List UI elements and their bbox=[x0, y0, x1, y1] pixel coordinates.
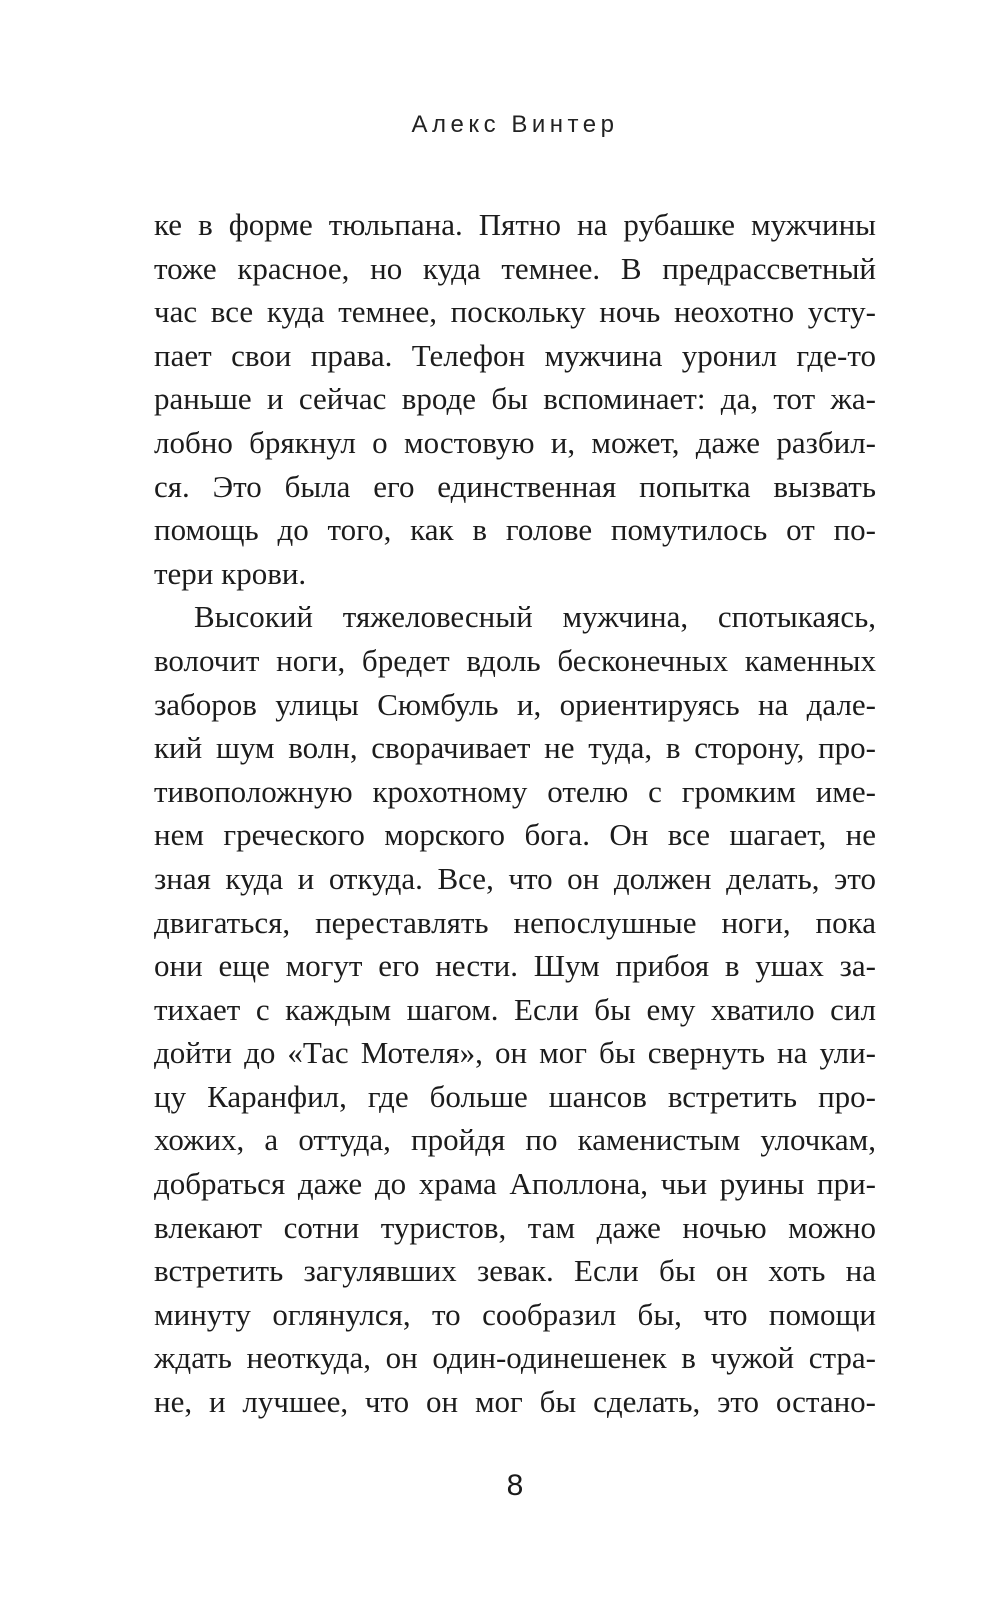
page-number: 8 bbox=[506, 1469, 524, 1502]
text-line: тихает с каждым шагом. Если бы ему хватило сил bbox=[154, 991, 876, 1027]
text-line: ке в форме тюльпана. Пятно на рубашке мужчины bbox=[154, 207, 876, 242]
running-header-author: Алекс Винтер bbox=[411, 111, 619, 138]
text-line: помощь до того, как в голове помутилось от по- bbox=[154, 512, 876, 548]
text-line: дойти до «Тас Мотеля», он мог бы свернуть на ули- bbox=[154, 1035, 876, 1071]
text-line: минуту оглянулся, то сообразил бы, что помощи bbox=[154, 1296, 876, 1332]
text-line: тивоположную крохотному отелю с громким име- bbox=[154, 773, 876, 809]
text-line: добраться даже до храма Аполлона, чьи руины при- bbox=[154, 1166, 876, 1202]
text-line: не, и лучшее, что он мог бы сделать, это остано- bbox=[154, 1384, 876, 1420]
text-line: хожих, а оттуда, пройдя по каменистым улочкам, bbox=[154, 1122, 876, 1158]
text-line: зная куда и откуда. Все, что он должен делать, это bbox=[154, 860, 876, 896]
text-line: час все куда темнее, поскольку ночь неохотно усту- bbox=[154, 294, 876, 330]
text-line: цу Каранфил, где больше шансов встретить про- bbox=[154, 1078, 876, 1114]
text-line: раньше и сейчас вроде бы вспоминает: да, тот жа- bbox=[154, 381, 876, 417]
text-line: Высокий тяжеловесный мужчина, спотыкаясь, bbox=[194, 599, 876, 635]
text-line: заборов улицы Сюмбуль и, ориентируясь на дале- bbox=[154, 686, 876, 722]
text-line: влекают сотни туристов, там даже ночью можно bbox=[154, 1209, 876, 1245]
text-line: нем греческого морского бога. Он все шагает, не bbox=[154, 817, 876, 853]
body-text bbox=[154, 203, 876, 1424]
text-line: лобно брякнул о мостовую и, может, даже разбил- bbox=[154, 424, 876, 460]
text-line: волочит ноги, бредет вдоль бесконечных каменных bbox=[154, 642, 876, 678]
text-line: двигаться, переставлять непослушные ноги, пока bbox=[154, 904, 876, 940]
text-line: встретить загулявших зевак. Если бы он хоть на bbox=[154, 1253, 876, 1289]
text-line: тери крови. bbox=[154, 555, 307, 591]
text-line: ся. Это была его единственная попытка вызвать bbox=[154, 468, 876, 504]
text-line: пает свои права. Телефон мужчина уронил где-то bbox=[154, 337, 876, 373]
text-line: ждать неоткуда, он один-одинешенек в чужой стра- bbox=[154, 1340, 876, 1376]
text-line: тоже красное, но куда темнее. В предрассветный bbox=[154, 250, 876, 286]
text-line: кий шум волн, сворачивает не туда, в сторону, про- bbox=[154, 730, 876, 766]
text-line: они еще могут его нести. Шум прибоя в ушах за- bbox=[154, 948, 876, 984]
